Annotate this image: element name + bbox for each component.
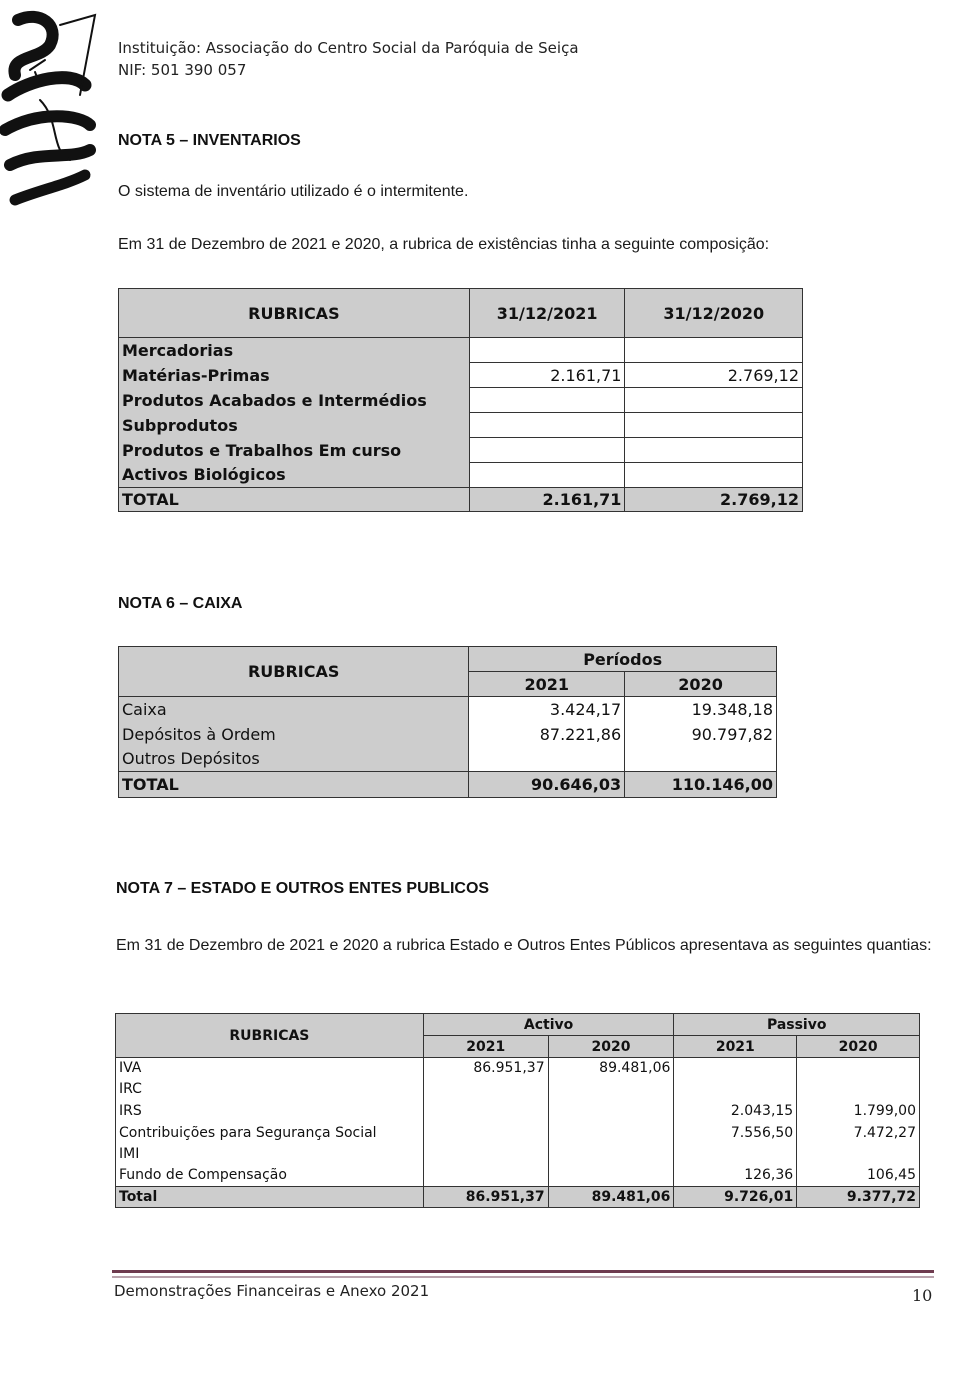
col-header-activo-2020: 2020 — [548, 1036, 674, 1058]
cell-activo-2021 — [423, 1079, 548, 1100]
cell-2020 — [625, 463, 803, 488]
col-header-rubricas: RUBRICAS — [119, 647, 469, 697]
cell-passivo-2021 — [674, 1058, 797, 1079]
footer-divider-secondary — [112, 1276, 934, 1278]
table-row — [119, 388, 803, 413]
col-header-activo-2021: 2021 — [423, 1036, 548, 1058]
cell-2020 — [625, 413, 803, 438]
table-row — [119, 438, 803, 463]
total-label: TOTAL — [119, 488, 470, 512]
cell-2020 — [625, 438, 803, 463]
table-header-row — [119, 289, 803, 338]
row-label: Fundo de Compensação — [116, 1165, 424, 1187]
cell-2021 — [469, 747, 625, 772]
table-row — [119, 413, 803, 438]
row-label: Depósitos à Ordem — [119, 722, 469, 747]
cell-2021 — [469, 338, 625, 363]
cell-passivo-2021: 7.556,50 — [674, 1122, 797, 1144]
col-header-periodos: Períodos — [469, 647, 777, 672]
table-row — [116, 1100, 920, 1122]
cell-activo-2021 — [423, 1122, 548, 1144]
cell-activo-2021 — [423, 1100, 548, 1122]
table-row — [119, 363, 803, 388]
cell-activo-2021 — [423, 1165, 548, 1187]
cell-activo-2020 — [548, 1100, 674, 1122]
row-label: Contribuições para Segurança Social — [116, 1122, 424, 1144]
nota5-title: NOTA 5 – INVENTARIOS — [118, 132, 301, 149]
cell-passivo-2020 — [797, 1058, 920, 1079]
cell-2021 — [469, 463, 625, 488]
nota7-text: Em 31 de Dezembro de 2021 e 2020 a rubrica Estado e Outros Entes Públicos apresentava as seguintes quantias: — [116, 937, 932, 954]
row-label: IVA — [116, 1058, 424, 1079]
cell-activo-2021 — [423, 1144, 548, 1165]
nota6-title: NOTA 6 – CAIXA — [118, 595, 243, 612]
row-label: Matérias-Primas — [119, 363, 470, 388]
col-header-2021: 31/12/2021 — [469, 289, 625, 338]
table-row — [119, 747, 777, 772]
cell-2020 — [625, 747, 777, 772]
row-label: Produtos e Trabalhos Em curso — [119, 438, 470, 463]
cell-activo-2021: 86.951,37 — [423, 1058, 548, 1079]
col-header-2020: 2020 — [625, 672, 777, 697]
cell-passivo-2020 — [797, 1079, 920, 1100]
cell-2021 — [469, 438, 625, 463]
col-header-rubricas: RUBRICAS — [116, 1014, 424, 1058]
footer-divider — [112, 1270, 934, 1273]
institution-nif: NIF: 501 390 057 — [118, 61, 247, 79]
table-total-row — [116, 1187, 920, 1208]
total-2020: 2.769,12 — [625, 488, 803, 512]
col-header-2020: 31/12/2020 — [625, 289, 803, 338]
cell-passivo-2020: 106,45 — [797, 1165, 920, 1187]
cell-2020: 90.797,82 — [625, 722, 777, 747]
cell-2020 — [625, 338, 803, 363]
total-activo-2020: 89.481,06 — [548, 1187, 674, 1208]
cell-passivo-2020 — [797, 1144, 920, 1165]
table-total-row — [119, 772, 777, 798]
row-label: Caixa — [119, 697, 469, 722]
cell-activo-2020 — [548, 1079, 674, 1100]
nota7-state-entities-table — [115, 1013, 920, 1208]
table-header-row — [116, 1014, 920, 1036]
cell-passivo-2021 — [674, 1144, 797, 1165]
cell-activo-2020 — [548, 1165, 674, 1187]
cell-activo-2020 — [548, 1122, 674, 1144]
page-number: 10 — [912, 1286, 933, 1305]
nota6-cash-table — [118, 646, 777, 798]
row-label: IRS — [116, 1100, 424, 1122]
table-row — [119, 463, 803, 488]
cell-2021 — [469, 388, 625, 413]
table-row — [116, 1144, 920, 1165]
col-header-passivo: Passivo — [674, 1014, 920, 1036]
table-header-row — [119, 647, 777, 672]
institution-name: Instituição: Associação do Centro Social da Paróquia de Seiça — [118, 39, 579, 57]
col-header-activo: Activo — [423, 1014, 674, 1036]
row-label: Outros Depósitos — [119, 747, 469, 772]
cell-2020 — [625, 388, 803, 413]
cell-passivo-2021 — [674, 1079, 797, 1100]
row-label: Mercadorias — [119, 338, 470, 363]
total-2021: 90.646,03 — [469, 772, 625, 798]
handwritten-initials-scribble — [0, 0, 120, 230]
cell-passivo-2020: 7.472,27 — [797, 1122, 920, 1144]
table-row — [119, 697, 777, 722]
cell-activo-2020: 89.481,06 — [548, 1058, 674, 1079]
col-header-passivo-2020: 2020 — [797, 1036, 920, 1058]
col-header-2021: 2021 — [469, 672, 625, 697]
cell-2021 — [469, 413, 625, 438]
cell-2021: 2.161,71 — [469, 363, 625, 388]
total-label: Total — [116, 1187, 424, 1208]
row-label: Subprodutos — [119, 413, 470, 438]
table-row — [116, 1058, 920, 1079]
total-2020: 110.146,00 — [625, 772, 777, 798]
table-total-row — [119, 488, 803, 512]
total-label: TOTAL — [119, 772, 469, 798]
cell-2021: 87.221,86 — [469, 722, 625, 747]
table-row — [119, 338, 803, 363]
table-row — [116, 1165, 920, 1187]
table-row — [116, 1079, 920, 1100]
row-label: IMI — [116, 1144, 424, 1165]
total-activo-2021: 86.951,37 — [423, 1187, 548, 1208]
cell-2021: 3.424,17 — [469, 697, 625, 722]
total-passivo-2021: 9.726,01 — [674, 1187, 797, 1208]
total-passivo-2020: 9.377,72 — [797, 1187, 920, 1208]
nota5-text-inventory-system: O sistema de inventário utilizado é o intermitente. — [118, 183, 469, 200]
cell-2020: 2.769,12 — [625, 363, 803, 388]
total-2021: 2.161,71 — [469, 488, 625, 512]
row-label: IRC — [116, 1079, 424, 1100]
col-header-passivo-2021: 2021 — [674, 1036, 797, 1058]
cell-passivo-2021: 126,36 — [674, 1165, 797, 1187]
table-row — [116, 1122, 920, 1144]
nota5-inventory-table — [118, 288, 803, 512]
row-label: Activos Biológicos — [119, 463, 470, 488]
table-row — [119, 722, 777, 747]
cell-passivo-2020: 1.799,00 — [797, 1100, 920, 1122]
nota5-text-composition: Em 31 de Dezembro de 2021 e 2020, a rubrica de existências tinha a seguinte composição: — [118, 236, 770, 253]
cell-passivo-2021: 2.043,15 — [674, 1100, 797, 1122]
footer-title: Demonstrações Financeiras e Anexo 2021 — [114, 1282, 430, 1300]
col-header-rubricas: RUBRICAS — [119, 289, 470, 338]
cell-activo-2020 — [548, 1144, 674, 1165]
nota7-title: NOTA 7 – ESTADO E OUTROS ENTES PUBLICOS — [116, 880, 490, 897]
cell-2020: 19.348,18 — [625, 697, 777, 722]
row-label: Produtos Acabados e Intermédios — [119, 388, 470, 413]
